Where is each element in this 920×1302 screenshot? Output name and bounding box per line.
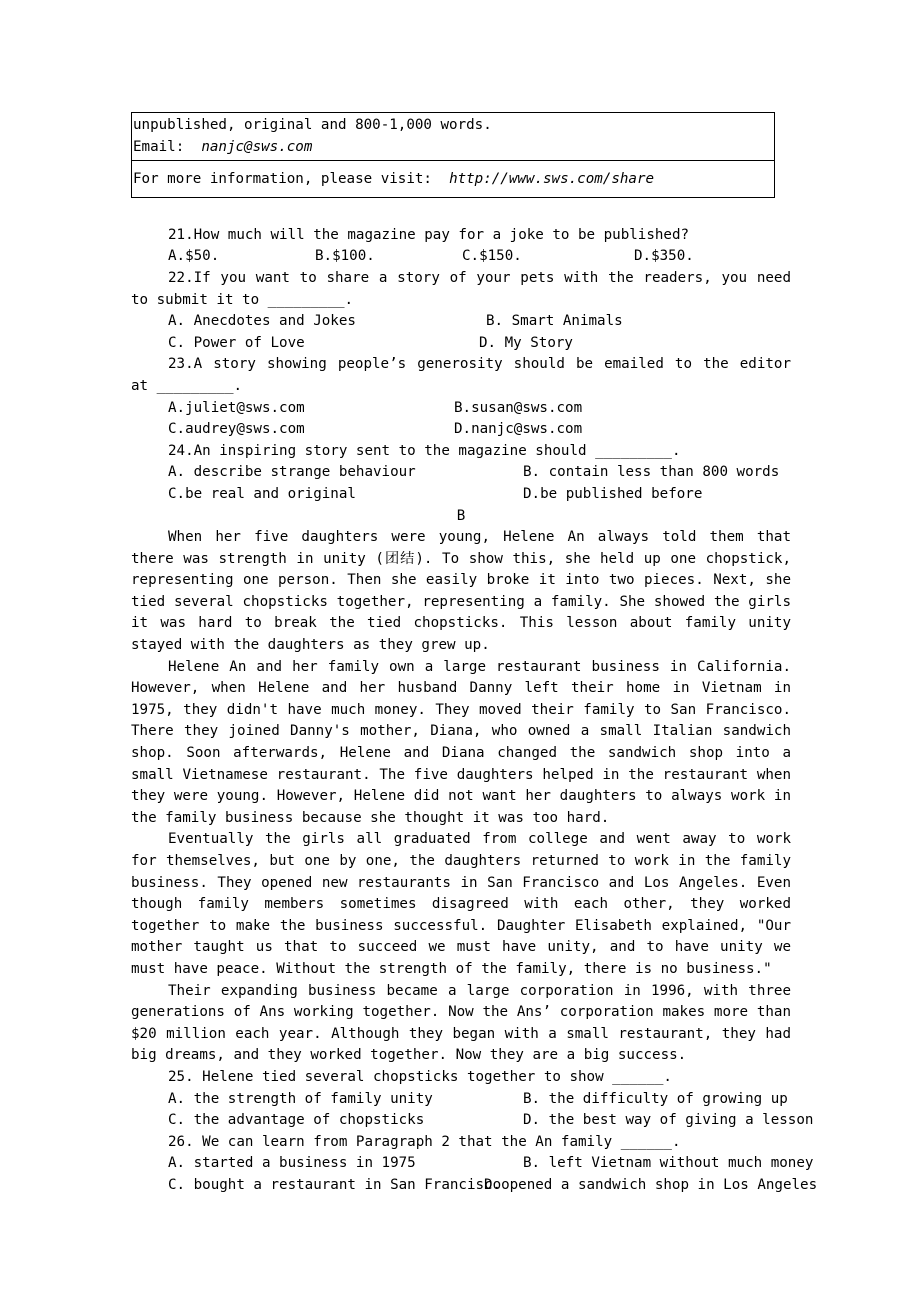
question-26: 26. We can learn from Paragraph 2 that the An family ______. bbox=[168, 1133, 681, 1150]
option-25-c: C. the advantage of chopsticks bbox=[168, 1112, 425, 1129]
option-23-a: A.juliet@sws.com bbox=[168, 399, 305, 416]
option-24-d: D.be published before bbox=[523, 485, 703, 502]
question-22: 22.If you want to share a story of your pets with the readers, you need to submit it to _________. bbox=[131, 269, 791, 308]
more-label: For more information, please visit: bbox=[133, 171, 432, 188]
options-22-row2 bbox=[131, 333, 791, 355]
options-21 bbox=[131, 246, 791, 268]
option-25-a: A. the strength of family unity bbox=[168, 1090, 433, 1107]
option-26-b: B. left Vietnam without much money bbox=[523, 1155, 814, 1172]
option-24-c: C.be real and original bbox=[168, 485, 356, 502]
option-26-c: C. bought a restaurant in San Francisco bbox=[168, 1176, 502, 1193]
option-25-b: B. the difficulty of growing up bbox=[523, 1090, 788, 1107]
options-24-row1 bbox=[131, 462, 791, 484]
option-25-d: D. the best way of giving a lesson bbox=[523, 1112, 814, 1129]
option-26-d: D.opened a sandwich shop in Los Angeles bbox=[484, 1176, 818, 1193]
option-24-b: B. contain less than 800 words bbox=[523, 464, 780, 481]
option-23-b: B.susan@sws.com bbox=[454, 399, 583, 416]
option-23-c: C.audrey@sws.com bbox=[168, 421, 305, 438]
option-22-c: C. Power of Love bbox=[168, 334, 305, 351]
option-22-d: D. My Story bbox=[479, 334, 573, 351]
box-line-more bbox=[133, 169, 774, 191]
section-heading: B bbox=[456, 507, 466, 524]
question-23: 23.A story showing people’s generosity should be emailed to the editor at _________. bbox=[131, 356, 791, 394]
info-box-top bbox=[132, 113, 774, 160]
info-box bbox=[131, 112, 775, 198]
option-24-a: A. describe strange behaviour bbox=[168, 464, 416, 481]
share-url: http://www.sws.com/share bbox=[449, 171, 655, 188]
option-22-b: B. Smart Animals bbox=[486, 313, 623, 330]
option-23-d: D.nanjc@sws.com bbox=[454, 421, 583, 438]
passage-paragraph-4: Their expanding business became a large corporation in 1996, with three generations of Ans working together. Now the Ans’ corporation makes more than $20 million each year. Although they began with a small restaurant, they had big dreams, and they worked together. Now they are a big success. bbox=[131, 982, 791, 1064]
info-box-bottom bbox=[132, 160, 774, 197]
passage-paragraph-3: Eventually the girls all graduated from college and went away to work for themselves, but one by one, the daughters returned to work in the family business. They opened new restaurants in San Francisco and Los Angeles. Even though family members sometimes disagreed with each other, they worked together to make the business successful. Daughter Elisabeth explained, "Our mother taught us that to succeed we must have unity, and to have unity we must have peace. Without the strength of the family, there is no business." bbox=[131, 831, 791, 977]
passage-paragraph-2: Helene An and her family own a large restaurant business in California. However, when Helene and her husband Danny left their home in Vietnam in 1975, they didn't have much money. They moved their family to San Francisco. There they joined Danny's mother, Diana, who owned a small Italian sandwich shop. Soon afterwards, Helene and Diana changed the sandwich shop into a small Vietnamese restaurant. The five daughters helped in the restaurant when they were young. However, Helene did not want her daughters to always work in the family business because she thought it was too hard. bbox=[131, 658, 791, 826]
options-23-row1 bbox=[131, 398, 791, 420]
question-24: 24.An inspiring story sent to the magazine should _________. bbox=[168, 442, 681, 459]
options-22-row1 bbox=[131, 311, 791, 333]
options-23-row2 bbox=[131, 419, 791, 441]
question-25: 25. Helene tied several chopsticks together to show ______. bbox=[168, 1068, 672, 1085]
option-21-b: B.$100. bbox=[315, 248, 375, 265]
options-25-row2 bbox=[131, 1110, 814, 1132]
option-21-d: D.$350. bbox=[634, 248, 694, 265]
options-24-row2 bbox=[131, 484, 791, 506]
option-26-a: A. started a business in 1975 bbox=[168, 1155, 416, 1172]
option-21-a: A.$50. bbox=[168, 248, 220, 265]
box-line-email bbox=[133, 137, 774, 159]
options-26-row1 bbox=[131, 1153, 814, 1175]
box-line-words: unpublished, original and 800-1,000 words. bbox=[133, 117, 492, 133]
option-22-a: A. Anecdotes and Jokes bbox=[168, 313, 356, 330]
document-page bbox=[131, 112, 818, 1197]
option-21-c: C.$150. bbox=[462, 248, 522, 265]
passage-paragraph-1: When her five daughters were young, Helene An always told them that there was strength in unity (团结). To show this, she held up one chopstick, representing one person. Then she easily broke it into two pieces. Next, she tied several chopsticks together, representing a family. She showed the girls it was hard to break the tied chopsticks. This lesson about family unity stayed with the daughters as they grew up. bbox=[131, 529, 791, 654]
options-26-row2 bbox=[131, 1175, 818, 1197]
options-25-row1 bbox=[131, 1089, 791, 1111]
question-21: 21.How much will the magazine pay for a joke to be published? bbox=[168, 226, 690, 243]
email-label: Email: bbox=[133, 138, 185, 155]
email-address: nanjc@sws.com bbox=[201, 138, 313, 155]
